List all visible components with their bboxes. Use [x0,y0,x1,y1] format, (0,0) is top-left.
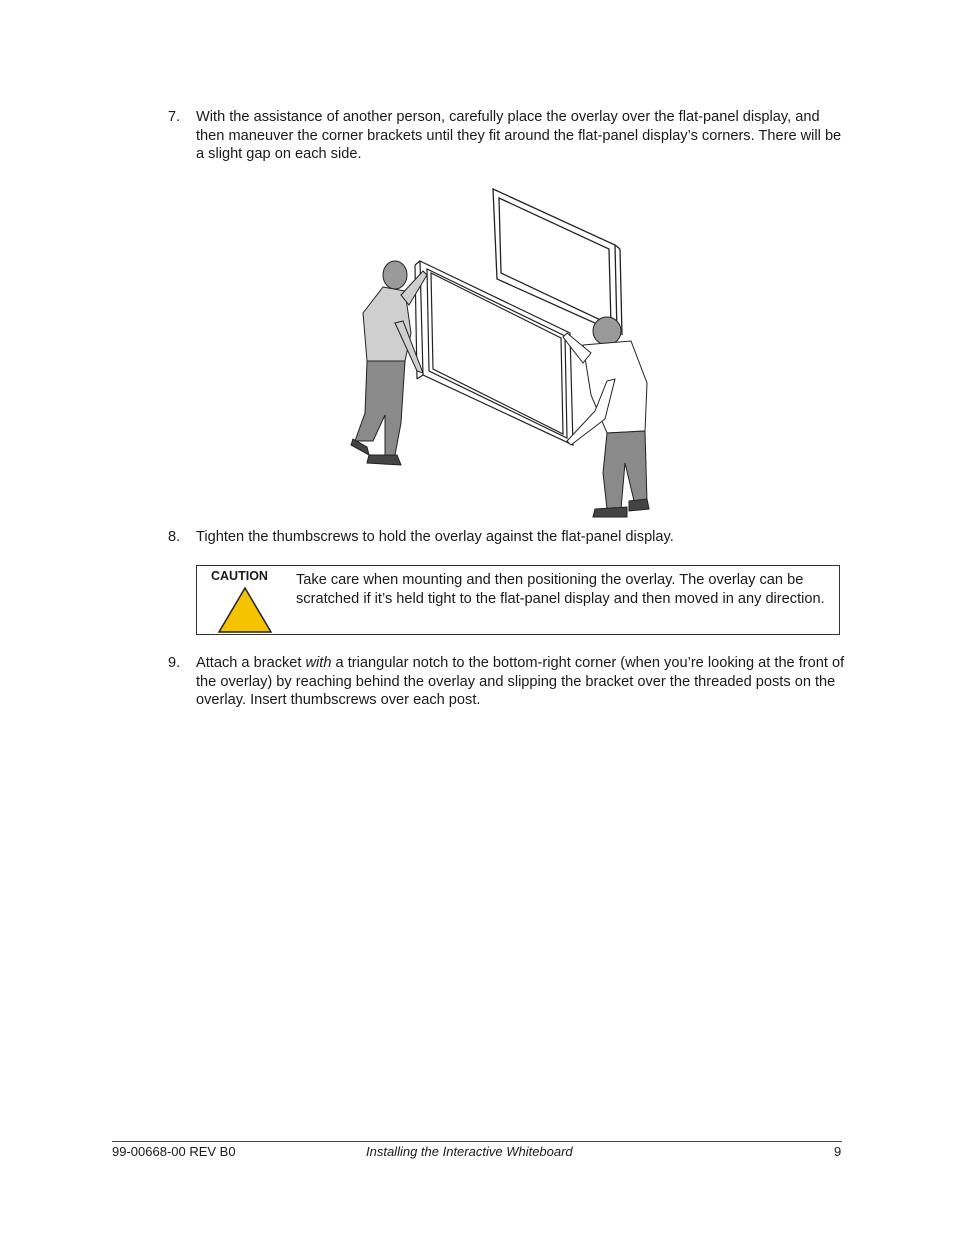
step-7 [168,108,848,168]
step-9 [168,654,848,714]
step-8 [168,528,848,548]
warning-triangle-shape [219,588,271,632]
step-text: With the assistance of another person, carefully place the overlay over the flat-panel display, and then maneuver the corner brackets until they fit around the flat-panel display’s corners. There will be a slight gap on each side. [196,109,842,163]
warning-triangle-icon [217,586,273,634]
step-text-part: Attach a bracket [196,655,306,671]
step-text-part: a triangular notch to the bottom-right corner (when you’re looking at the front of the overlay) by reaching behind the overlay and slipping the bracket over the threaded posts on the overlay. Insert thumbscrews over each post. [196,655,845,709]
step-number: 8. [168,529,181,545]
caution-text: Take care when mounting and then positioning the overlay. The overlay can be scratched if it’s held tight to the flat-panel display and then moved in any direction. [296,572,825,607]
two-people-carrying-overlay-illustration [345,183,655,523]
caution-label: CAUTION [211,569,268,583]
step-number: 9. [168,655,181,671]
step-text [196,654,848,710]
step-text-emphasis: with [305,655,332,671]
footer-title: Installing the Interactive Whiteboard [366,1144,573,1159]
step-number: 7. [168,109,181,125]
footer-page-number: 9 [834,1144,842,1159]
step-text: Tighten the thumbscrews to hold the overlay against the flat-panel display. [196,529,674,545]
footer-doc-number: 99-00668-00 REV B0 [112,1144,236,1159]
person-left [351,261,427,465]
caution-box [196,565,840,635]
person-right [563,317,649,517]
footer-divider [112,1141,842,1142]
